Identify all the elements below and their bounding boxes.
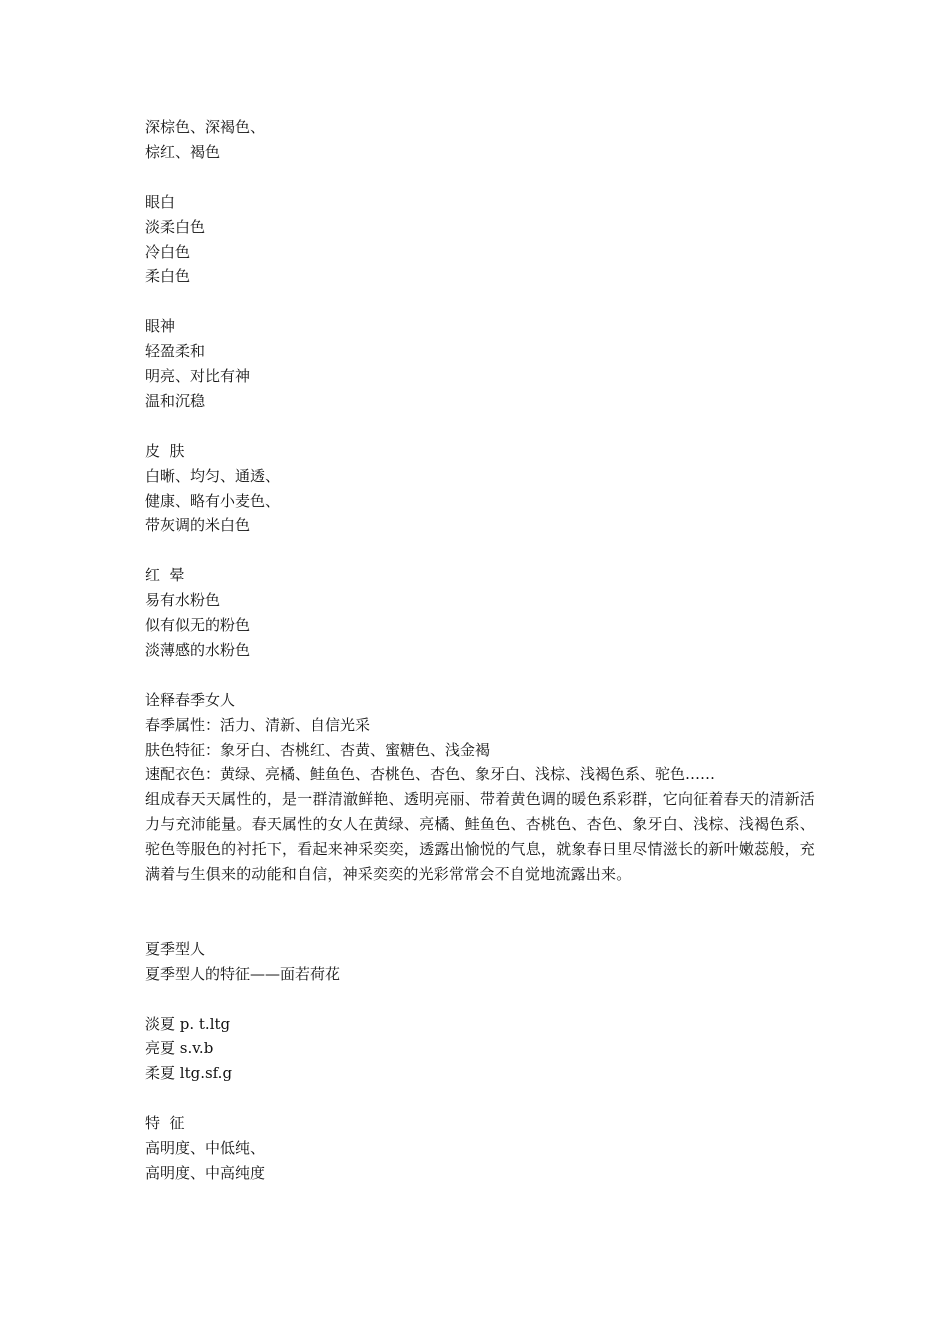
text-line: 高明度、中高纯度 xyxy=(145,1163,266,1182)
text-line: 春季属性：活力、清新、自信光采 xyxy=(145,715,371,734)
spacer xyxy=(145,289,815,314)
summer-type-block xyxy=(145,937,815,987)
text-line: 深棕色、深褐色、 xyxy=(145,118,266,136)
eye-expression-block xyxy=(145,314,815,414)
text-line: 淡柔白色 xyxy=(145,217,206,236)
text-line: 轻盈柔和 xyxy=(145,342,206,361)
text-line: 淡薄感的水粉色 xyxy=(145,640,251,659)
text-line: 带灰调的米白色 xyxy=(145,516,251,535)
section-heading: 诠释春季女人 xyxy=(145,690,236,709)
spacer xyxy=(145,414,815,439)
text-line: 亮夏 s.v.b xyxy=(145,1039,214,1058)
document-page xyxy=(145,115,815,1186)
spacer xyxy=(145,987,815,1012)
section-heading: 眼神 xyxy=(145,317,176,336)
section-heading: 红 晕 xyxy=(145,566,185,585)
text-line: 淡夏 p. t.ltg xyxy=(145,1014,231,1033)
eye-white-block xyxy=(145,190,815,290)
body-paragraph: 组成春天天属性的，是一群清澈鲜艳、透明亮丽、带着黄色调的暖色系彩群，它向征着春天的清新活力与充沛能量。春天属性的女人在黄绿、亮橘、鲑鱼色、杏桃色、杏色、象牙白、浅棕、浅褐色系、驼色等服色的衬托下，看起来神采奕奕，透露出愉悦的气息，就象春日里尽情滋长的新叶嫩蕊般，充满着与生俱来的动能和自信，神采奕奕的光彩常常会不自觉地流露出来。 xyxy=(145,790,815,884)
text-line: 速配衣色：黄绿、亮橘、鲑鱼色、杏桃色、杏色、象牙白、浅棕、浅褐色系、驼色…… xyxy=(145,765,716,784)
section-heading: 眼白 xyxy=(145,192,176,211)
spacer xyxy=(145,165,815,190)
text-line: 棕红、褐色 xyxy=(145,142,221,161)
text-line: 白晰、均匀、通透、 xyxy=(145,466,281,485)
spacer xyxy=(145,887,815,937)
spacer xyxy=(145,663,815,688)
spacer xyxy=(145,1086,815,1111)
section-heading: 皮 肤 xyxy=(145,441,185,460)
summer-subtypes-block xyxy=(145,1012,815,1087)
text-line: 健康、略有小麦色、 xyxy=(145,491,281,510)
section-heading: 特 征 xyxy=(145,1114,185,1133)
text-line: 明亮、对比有神 xyxy=(145,367,251,386)
text-line: 似有似无的粉色 xyxy=(145,616,251,635)
text-line: 柔夏 ltg.sf.g xyxy=(145,1064,233,1083)
text-line: 柔白色 xyxy=(145,267,191,286)
hair-color-block xyxy=(145,115,815,165)
text-line: 易有水粉色 xyxy=(145,591,221,610)
text-line: 冷白色 xyxy=(145,242,191,261)
features-block xyxy=(145,1111,815,1186)
spring-woman-block xyxy=(145,688,815,887)
text-line: 高明度、中低纯、 xyxy=(145,1139,266,1158)
text-line: 肤色特征：象牙白、杏桃红、杏黄、蜜糖色、浅金褐 xyxy=(145,740,491,759)
text-line: 温和沉稳 xyxy=(145,391,206,410)
section-heading: 夏季型人 xyxy=(145,939,206,958)
skin-block xyxy=(145,439,815,539)
text-line: 夏季型人的特征——面若荷花 xyxy=(145,964,341,983)
spacer xyxy=(145,538,815,563)
blush-block xyxy=(145,563,815,663)
